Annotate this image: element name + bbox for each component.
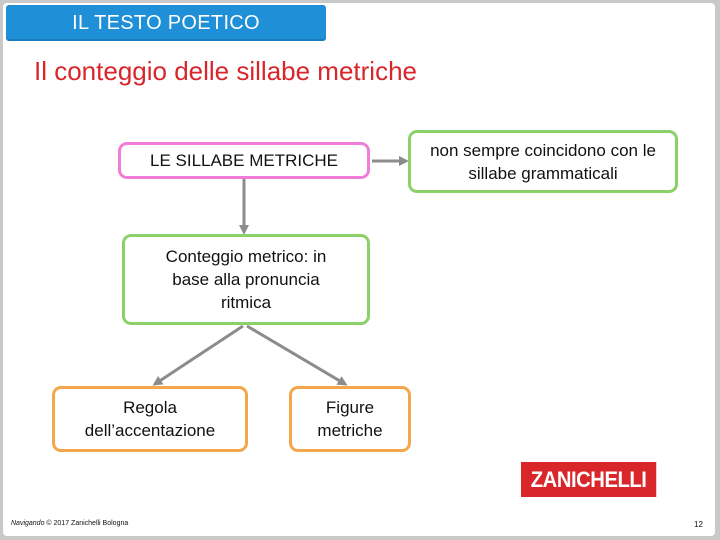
- section-header-label: IL TESTO POETICO: [72, 12, 260, 34]
- arrow-to-figure: [247, 326, 345, 384]
- node-non-coincidono-label: non sempre coincidono con le sillabe grammaticali: [430, 140, 656, 183]
- footer-copyright: © 2017 Zanichelli Bologna: [46, 520, 129, 527]
- node-figure: [289, 386, 411, 452]
- node-figure-label: Figure metriche: [317, 398, 383, 440]
- footer-book-title: Navigando: [11, 520, 45, 527]
- page-title: Il conteggio delle sillabe metriche: [34, 56, 417, 86]
- node-conteggio-label: Conteggio metrico: in base alla pronuncia ritmica: [165, 247, 327, 312]
- node-non-coincidono: [408, 130, 678, 193]
- page-number: 12: [694, 520, 703, 529]
- arrow-to-accentazione: [155, 326, 243, 384]
- node-accentazione: [52, 386, 248, 452]
- node-conteggio: [122, 234, 370, 325]
- node-sillabe-metriche: [118, 142, 370, 179]
- node-accentazione-label: Regola dell’accentazione: [84, 398, 216, 440]
- publisher-logo: ZANICHELLI: [521, 462, 656, 497]
- node-sillabe-metriche-label: LE SILLABE METRICHE: [149, 151, 338, 170]
- footer-credit: [11, 520, 128, 527]
